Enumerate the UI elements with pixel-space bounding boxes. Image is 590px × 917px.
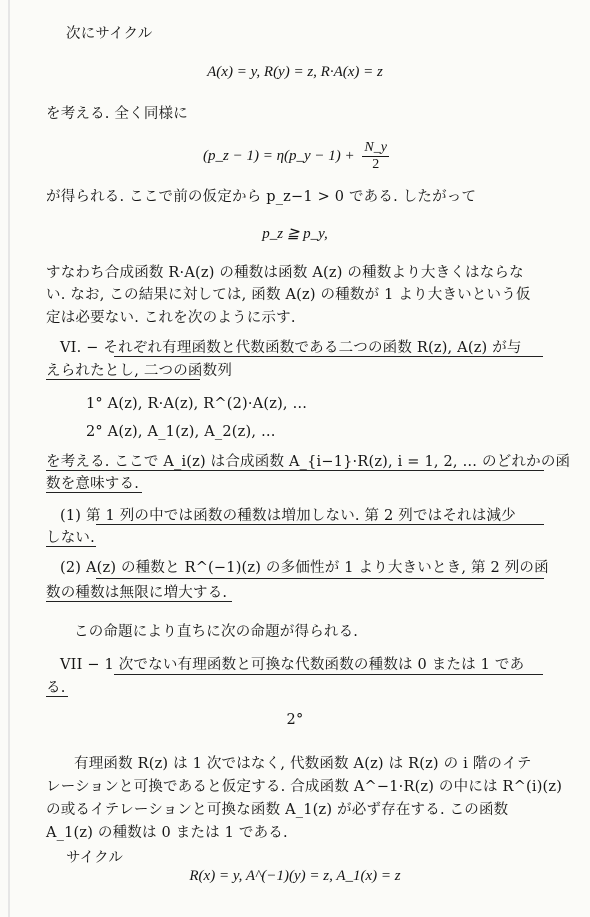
equation-genus bbox=[203, 140, 389, 173]
text-line: い. なお, この結果に対しては, 函数 A(z) の種数が 1 より大きいという仮 bbox=[46, 287, 531, 303]
text-line: 数の種数は無限に増大する. bbox=[46, 585, 228, 601]
equation-inequality: p_z ≧ p_y, bbox=[262, 226, 328, 242]
page-margin-line bbox=[8, 0, 10, 917]
text-line: この命題により直ちに次の命題が得られる. bbox=[74, 624, 359, 640]
text-line: しない. bbox=[46, 530, 95, 546]
section-heading: 2° bbox=[286, 712, 304, 728]
underline bbox=[96, 524, 544, 525]
text-line: る. bbox=[46, 680, 66, 696]
underline bbox=[114, 356, 543, 357]
fraction bbox=[362, 140, 389, 173]
text-line: サイクル bbox=[66, 850, 124, 866]
underline bbox=[46, 696, 68, 697]
fraction-numerator: N_y bbox=[362, 140, 389, 157]
text-line: の或るイテレーションと可換な函数 A_1(z) が必ず存在する. この函数 bbox=[46, 802, 509, 818]
proposition-vii: VII − 1 次でない有理函数と可換な代数函数の種数は 0 または 1 であ bbox=[60, 657, 525, 673]
fraction-denominator: 2 bbox=[372, 157, 380, 173]
underline bbox=[46, 546, 96, 547]
text-line: えられたとし, 二つの函数列 bbox=[46, 363, 233, 379]
claim-2: (2) A(z) の種数と R^(−1)(z) の多価性が 1 より大きいとき, 第 2 列の函 bbox=[60, 560, 549, 576]
equation-cycle: A(x) = y, R(y) = z, R·A(x) = z bbox=[207, 64, 383, 80]
text-line: を考える. ここで A_i(z) は合成函数 A_{i−1}·R(z), i = 1, 2, … のどれかの函 bbox=[46, 454, 571, 470]
underline bbox=[46, 470, 544, 471]
underline bbox=[46, 492, 142, 493]
text-line: 定は必要ない. これを次のように示す. bbox=[46, 310, 296, 326]
claim-1: (1) 第 1 列の中では函数の種数は増加しない. 第 2 列ではそれは減少 bbox=[60, 508, 516, 524]
underline bbox=[114, 674, 543, 675]
text-line: レーションと可換であると仮定する. 合成函数 A^−1·R(z) の中には R^(i)(z) bbox=[46, 779, 563, 795]
underline bbox=[46, 379, 200, 380]
proposition-vi: VI. − それぞれ有理函数と代数函数である二つの函数 R(z), A(z) が与 bbox=[60, 340, 522, 356]
sequence-2: 2° A(z), A_1(z), A_2(z), … bbox=[86, 424, 276, 440]
text-line: 有理函数 R(z) は 1 次ではなく, 代数函数 A(z) は R(z) の i 階のイテ bbox=[74, 756, 532, 772]
equation-lhs: (p_z − 1) = η(p_y − 1) + bbox=[203, 148, 355, 165]
equation-cycle-2: R(x) = y, A^(−1)(y) = z, A_1(x) = z bbox=[189, 868, 401, 884]
text-line: を考える. 全く同様に bbox=[46, 106, 188, 122]
sequence-1: 1° A(z), R·A(z), R^(2)·A(z), … bbox=[86, 396, 308, 412]
text-line: 数を意味する. bbox=[46, 476, 140, 492]
underline bbox=[96, 578, 544, 579]
text-line: が得られる. ここで前の仮定から p_z−1 > 0 である. したがって bbox=[46, 189, 477, 205]
text-line: A_1(z) の種数は 0 または 1 である. bbox=[46, 825, 288, 841]
text-line: 次にサイクル bbox=[66, 26, 153, 42]
text-line: すなわち合成函数 R·A(z) の種数は函数 A(z) の種数より大きくはならな bbox=[46, 265, 524, 281]
underline bbox=[46, 601, 232, 602]
